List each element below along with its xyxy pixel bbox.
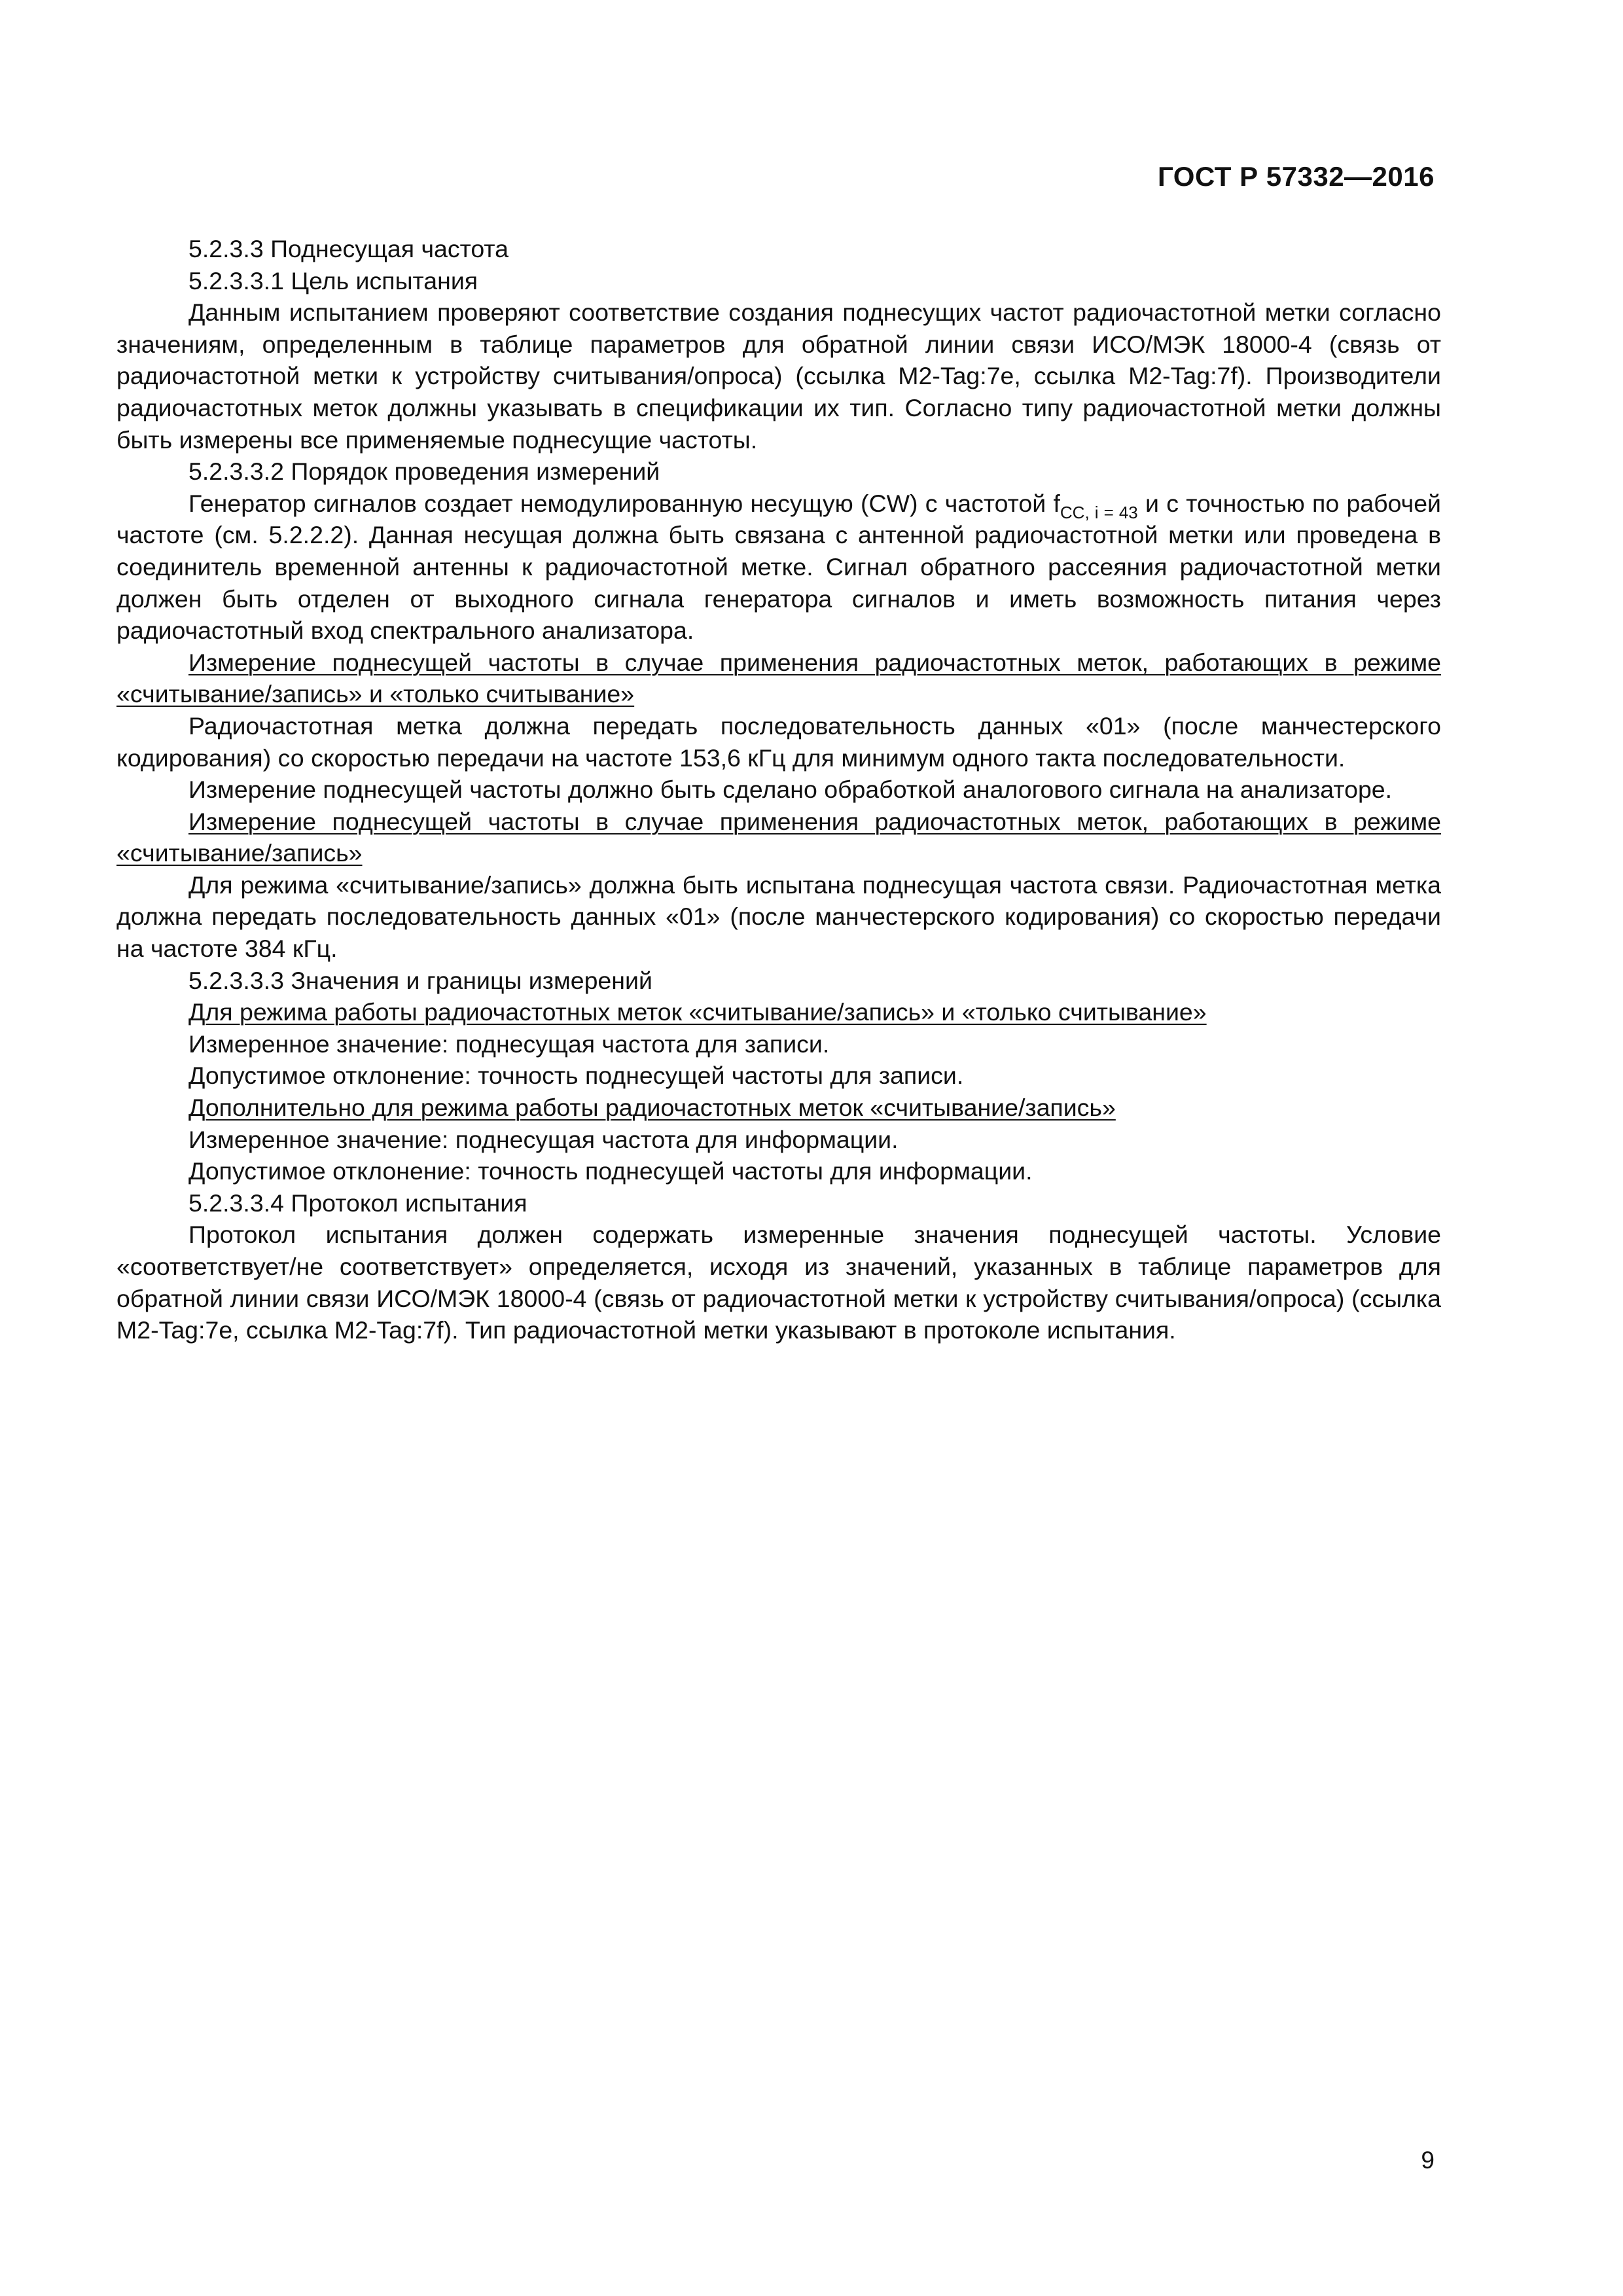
underlined-heading-rw-ro xyxy=(116,647,1441,710)
tolerance-write: Допустимое отклонение: точность поднесущей частоты для записи. xyxy=(188,1062,964,1090)
section-heading-5-2-3-3-1: 5.2.3.3.1 Цель испытания xyxy=(188,266,478,295)
underlined-heading-mode-rw xyxy=(116,1092,1441,1124)
paragraph-rw-ro-sequence: Радиочастотная метка должна передать последовательность данных «01» (после манчестерского кодирования) со скоростью передачи на частоте 153,6 кГц для минимум одного такта последовательности. xyxy=(116,711,1441,772)
section-heading-5-2-3-3-4: 5.2.3.3.4 Протокол испытания xyxy=(188,1189,527,1217)
measured-value-info: Измеренное значение: поднесущая частота для информации. xyxy=(188,1125,899,1153)
paragraph-rw-sequence: Для режима «считывание/запись» должна быть испытана поднесущая частота связи. Радиочастотная метка должна передать последовательность данных «01» (после манчестерского кодирования) со скоростью передачи на частоте 384 кГц. xyxy=(116,870,1441,963)
paragraph-analog-processing: Измерение поднесущей частоты должно быть сделано обработкой аналогового сигнала на анализаторе. xyxy=(188,776,1393,804)
tolerance-info: Допустимое отклонение: точность поднесущей частоты для информации. xyxy=(188,1157,1033,1185)
underlined-heading-mode-rw-ro-text: Для режима работы радиочастотных меток «считывание/запись» и «только считывание» xyxy=(188,998,1207,1026)
underlined-heading-rw-text: Измерение поднесущей частоты в случае применения радиочастотных меток, работающих в режиме «считывание/запись» xyxy=(116,807,1441,867)
document-body xyxy=(116,233,1441,1346)
frequency-subscript: CC, i = 43 xyxy=(1060,502,1138,522)
underlined-heading-mode-rw-ro xyxy=(116,996,1441,1028)
page-number: 9 xyxy=(1421,2147,1435,2174)
paragraph-test-purpose: Данным испытанием проверяют соответствие создания поднесущих частот радиочастотной метки согласно значениям, определенным в таблице параметров для обратной линии связи ИСО/МЭК 18000-4 (связь от радиочастотной метки к устройству считывания/опроса) (ссылка M2-Tag:7e, ссылка M2-Tag:7f). Производители радиочастотных меток должны указывать в спецификации их тип. Согласно типу радиочастотной метки должны быть измерены все применяемые поднесущие частоты. xyxy=(116,298,1441,454)
paragraph-measurement-procedure xyxy=(116,488,1441,647)
section-heading-5-2-3-3: 5.2.3.3 Поднесущая частота xyxy=(188,235,509,262)
measured-value-write: Измеренное значение: поднесущая частота для записи. xyxy=(188,1030,830,1058)
procedure-text-part-2: и с точностью по рабочей частоте (см. 5.2.2.2). Данная несущая должна быть связана с антенной радиочастотной метки или проведена в соединитель временной антенны к радиочастотной метке. Сигнал обратного рассеяния радиочастотной метки должен быть отделен от выходного сигнала генератора сигналов и иметь возможность питания через радиочастотный вход спектрального анализатора. xyxy=(116,489,1442,645)
underlined-heading-rw xyxy=(116,806,1441,869)
paragraph-test-report: Протокол испытания должен содержать измеренные значения поднесущей частоты. Условие «соответствует/не соответствует» определяется, исходя из значений, указанных в таблице параметров для обратной линии связи ИСО/МЭК 18000-4 (связь от радиочастотной метки к устройству считывания/опроса) (ссылка M2-Tag:7e, ссылка M2-Tag:7f). Тип радиочастотной метки указывают в протоколе испытания. xyxy=(116,1221,1441,1344)
procedure-text-part-1: Генератор сигналов создает немодулированную несущую (CW) с частотой f xyxy=(188,489,1060,517)
underlined-heading-mode-rw-text: Дополнительно для режима работы радиочастотных меток «считывание/запись» xyxy=(188,1094,1116,1122)
section-heading-5-2-3-3-2: 5.2.3.3.2 Порядок проведения измерений xyxy=(188,457,660,486)
underlined-heading-rw-ro-text: Измерение поднесущей частоты в случае применения радиочастотных меток, работающих в режиме «считывание/запись» и «только считывание» xyxy=(116,648,1441,708)
document-header-id: ГОСТ Р 57332—2016 xyxy=(1158,161,1435,192)
section-heading-5-2-3-3-3: 5.2.3.3.3 Значения и границы измерений xyxy=(188,966,652,994)
